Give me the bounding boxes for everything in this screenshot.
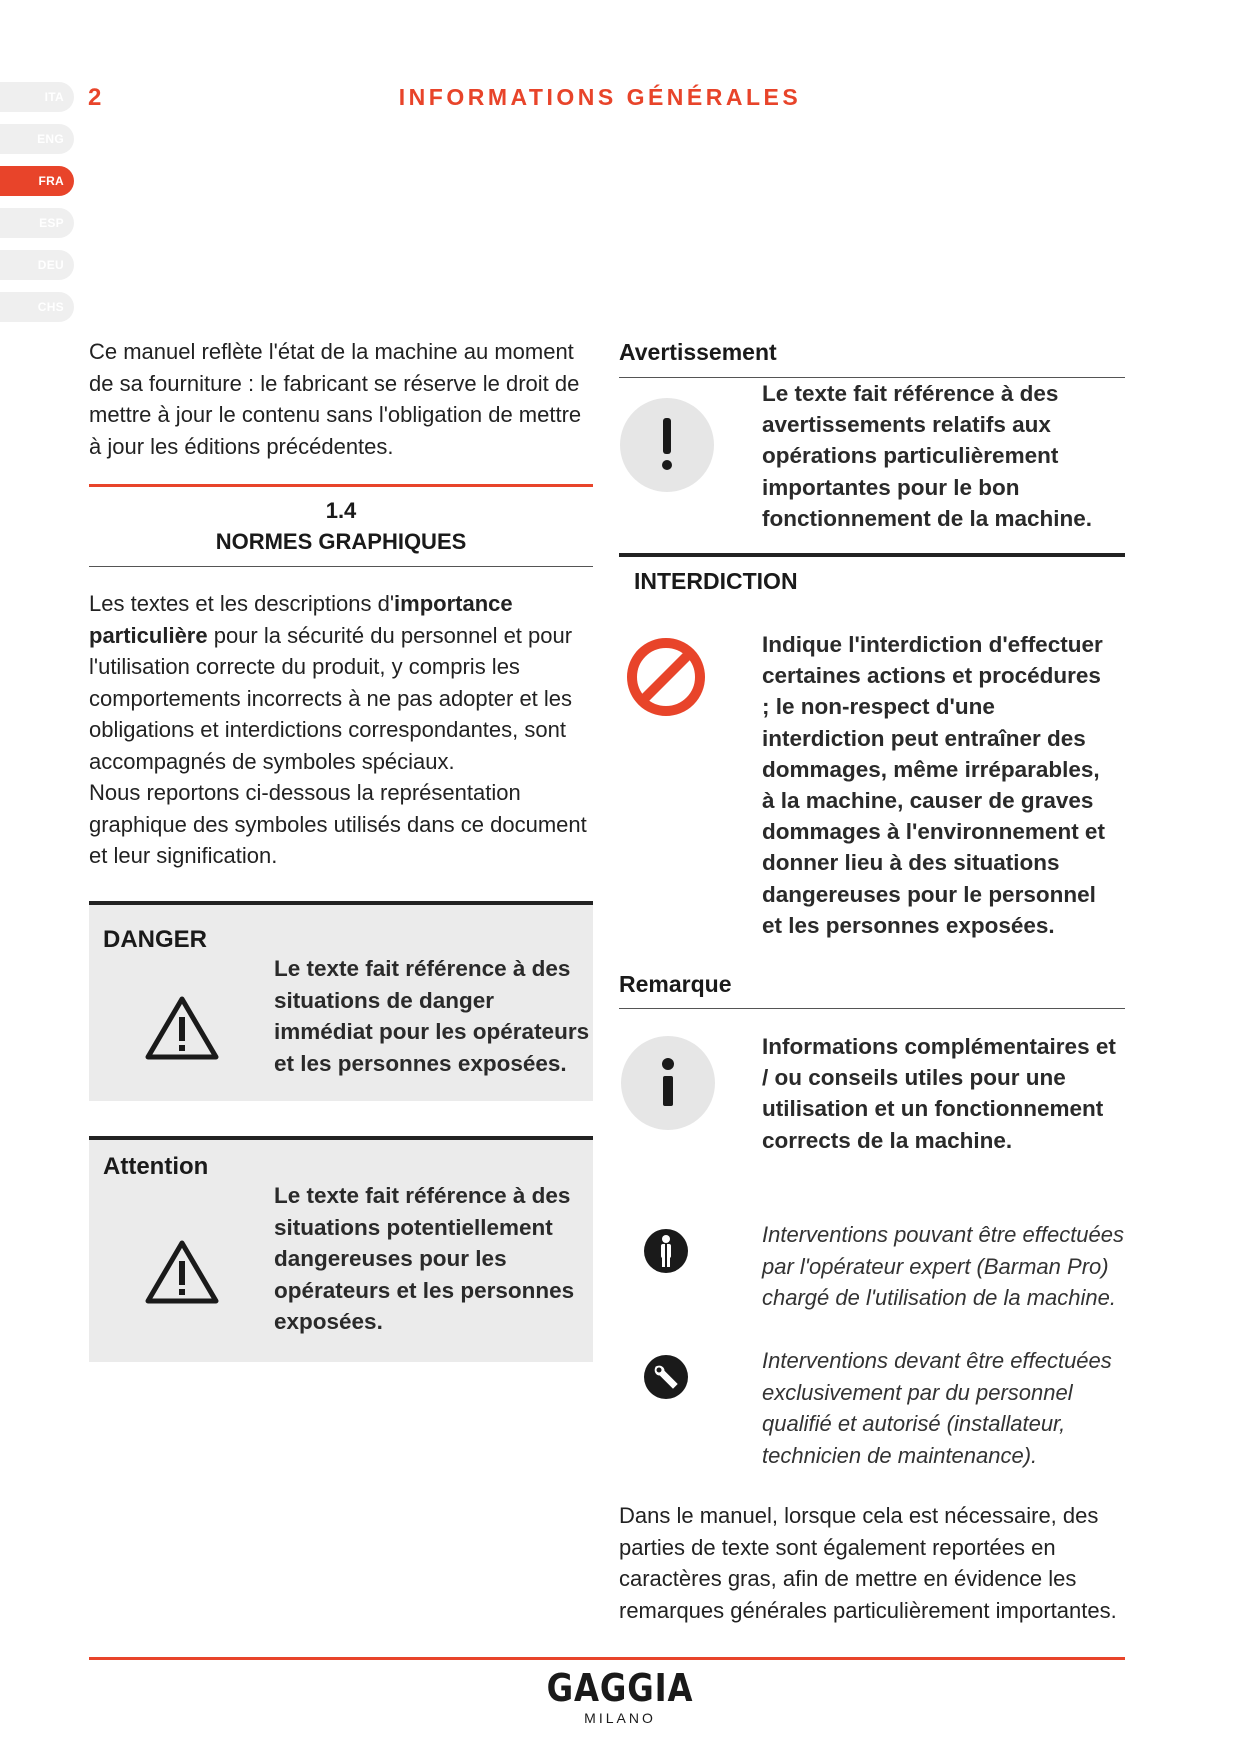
prohibition-icon bbox=[625, 636, 707, 723]
danger-title: DANGER bbox=[103, 926, 208, 953]
lang-tab-ita[interactable]: ITA bbox=[0, 82, 74, 112]
wrench-icon bbox=[643, 1354, 689, 1405]
avertissement-text: Le texte fait référence à des avertissements relatifs aux opérations particulièrement importantes pour le bon fonctionnement de la machine. bbox=[762, 381, 1093, 531]
description-text-1: Les textes et les descriptions d' bbox=[89, 591, 395, 616]
page-number: 2 bbox=[88, 84, 102, 111]
section-heading: NORMES GRAPHIQUES bbox=[215, 529, 467, 554]
operator-text: Interventions pouvant être effectuées par l'opérateur expert (Barman Pro) chargé de l'utilisation de la machine. bbox=[762, 1222, 1125, 1310]
section-title: INFORMATIONS GÉNÉRALES bbox=[398, 84, 802, 110]
brand-logo bbox=[520, 1666, 720, 1726]
footer-divider bbox=[89, 1657, 1125, 1660]
description-bold: importance particulière bbox=[89, 591, 513, 648]
section-number: 1.4 bbox=[325, 498, 357, 523]
interdiction-title: INTERDICTION bbox=[634, 568, 798, 594]
warning-triangle-icon bbox=[145, 995, 219, 1066]
remarque-text: Informations complémentaires et / ou conseils utiles pour une utilisation et un fonctionnement corrects de la machine. bbox=[762, 1034, 1116, 1153]
remarque-divider bbox=[619, 1008, 1125, 1009]
avertissement-title: Avertissement bbox=[619, 339, 777, 365]
attention-title: Attention bbox=[103, 1153, 209, 1180]
danger-box bbox=[89, 901, 593, 1101]
section-heading-block bbox=[89, 495, 593, 557]
attention-box bbox=[89, 1136, 593, 1362]
description-paragraph bbox=[89, 588, 597, 872]
section-divider-red bbox=[89, 484, 593, 487]
lang-tab-esp[interactable]: ESP bbox=[0, 208, 74, 238]
remarque-title: Remarque bbox=[619, 971, 732, 997]
lang-tab-deu[interactable]: DEU bbox=[0, 250, 74, 280]
danger-text: Le texte fait référence à des situations de danger immédiat pour les opérateurs et les personnes exposées. bbox=[274, 956, 590, 1076]
lang-tab-chs[interactable]: CHS bbox=[0, 292, 74, 322]
description-text-3: Nous reportons ci-dessous la représentation graphique des symboles utilisés dans ce document et leur signification. bbox=[89, 780, 587, 868]
lang-tab-eng[interactable]: ENG bbox=[0, 124, 74, 154]
description-text-2: pour la sécurité du personnel et pour l'utilisation correcte du produit, y compris les comportements incorrects à ne pas adopter et les obligations et interdictions correspondantes, sont accompagnés de symboles spéciaux. bbox=[89, 622, 573, 774]
technician-text: Interventions devant être effectuées exclusivement par du personnel qualifié et autorisé (installateur, technicien de maintenance). bbox=[762, 1348, 1112, 1468]
lang-tab-fra[interactable]: FRA bbox=[0, 166, 74, 196]
attention-text: Le texte fait référence à des situations potentiellement dangereuses pour les opérateurs et les personnes exposées. bbox=[274, 1183, 575, 1334]
interdiction-divider bbox=[619, 553, 1125, 557]
info-icon bbox=[621, 1036, 715, 1130]
section-divider-thin bbox=[89, 566, 593, 567]
warning-triangle-icon bbox=[145, 1239, 219, 1310]
exclamation-icon bbox=[620, 398, 714, 492]
operator-icon bbox=[643, 1228, 689, 1279]
intro-paragraph: Ce manuel reflète l'état de la machine au moment de sa fourniture : le fabricant se réserve le droit de mettre à jour le contenu sans l'obligation de mettre à jour les éditions précédentes. bbox=[89, 339, 582, 459]
closing-paragraph: Dans le manuel, lorsque cela est nécessaire, des parties de texte sont également reportées en caractères gras, afin de mettre en évidence les remarques générales particulièrement importantes. bbox=[619, 1503, 1117, 1623]
interdiction-text: Indique l'interdiction d'effectuer certaines actions et procédures ; le non-respect d'une interdiction peut entraîner des dommages, même irréparables, à la machine, causer de graves dommages à l'environnement et donner lieu à des situations dangereuses pour le personnel et les personnes exposées. bbox=[762, 632, 1105, 938]
brand-name: GAGGIA bbox=[546, 1666, 694, 1710]
brand-subtitle: MILANO bbox=[584, 1710, 656, 1726]
